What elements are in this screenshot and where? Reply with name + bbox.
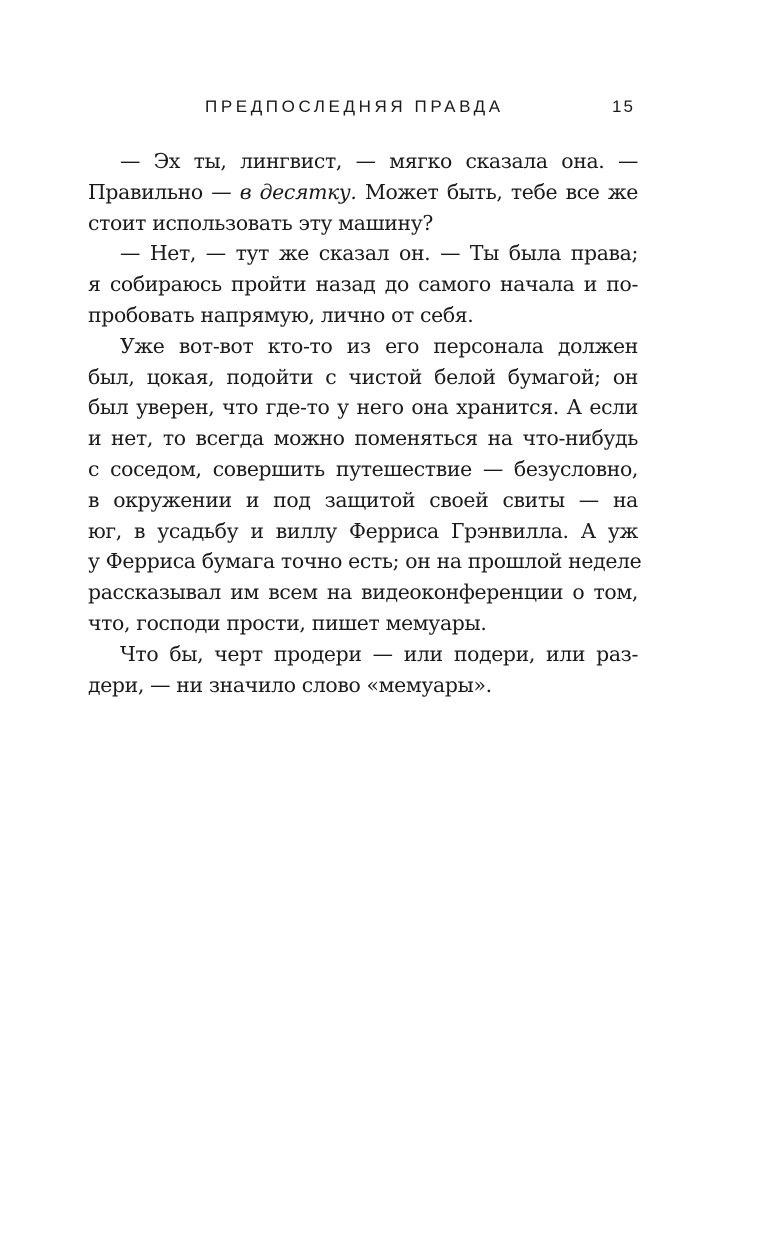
text-line: пробовать напрямую, лично от себя.: [88, 302, 474, 327]
text-line: был уверен, что где-то у него она хранится. А если: [88, 395, 638, 420]
text-line: — Эх ты, лингвист, — мягко сказала она. —: [120, 149, 638, 173]
text-line: я собираюсь пройти назад до самого начала и по-: [88, 272, 638, 297]
text-line: что, господи прости, пишет мемуары.: [88, 610, 487, 635]
paragraph: [88, 238, 638, 330]
text-line: рассказывал им всем на видеоконференции о том,: [88, 580, 638, 605]
text-line: был, цокая, подойти с чистой белой бумагой; он: [88, 364, 638, 389]
body-text: [88, 146, 642, 700]
text-line: Уже вот-вот кто-то из его персонала должен: [120, 333, 638, 358]
text-line: и нет, то всегда можно поменяться на что-нибудь: [88, 426, 638, 451]
text-segment: Правильно —: [88, 179, 240, 204]
text-line: дери, — ни значило слово «мемуары».: [88, 672, 492, 697]
text-line: Что бы, черт продери — или подери, или раз-: [120, 641, 638, 666]
running-title: ПРЕДПОСЛЕДНЯЯ ПРАВДА: [205, 97, 504, 116]
text-line: у Ферриса бумага точно есть; он на прошлой неделе: [88, 549, 642, 574]
text-line: с соседом, совершить путешествие — безусловно,: [88, 456, 638, 481]
page-number: 15: [612, 97, 635, 116]
text-line: в окружении и под защитой своей свиты — на: [88, 487, 638, 512]
paragraph: [88, 146, 638, 238]
text-line: — Нет, — тут же сказал он. — Ты была права;: [120, 241, 638, 266]
italic-emphasis: в десятку.: [239, 179, 357, 204]
text-line: юг, в усадьбу и виллу Ферриса Грэнвилла. А уж: [88, 518, 638, 543]
paragraph: [88, 331, 642, 639]
paragraph: [88, 639, 638, 701]
text-line: стоит использовать эту машину?: [88, 210, 433, 235]
text-line: [88, 177, 638, 208]
text-segment: Может быть, тебе все же: [356, 179, 639, 204]
